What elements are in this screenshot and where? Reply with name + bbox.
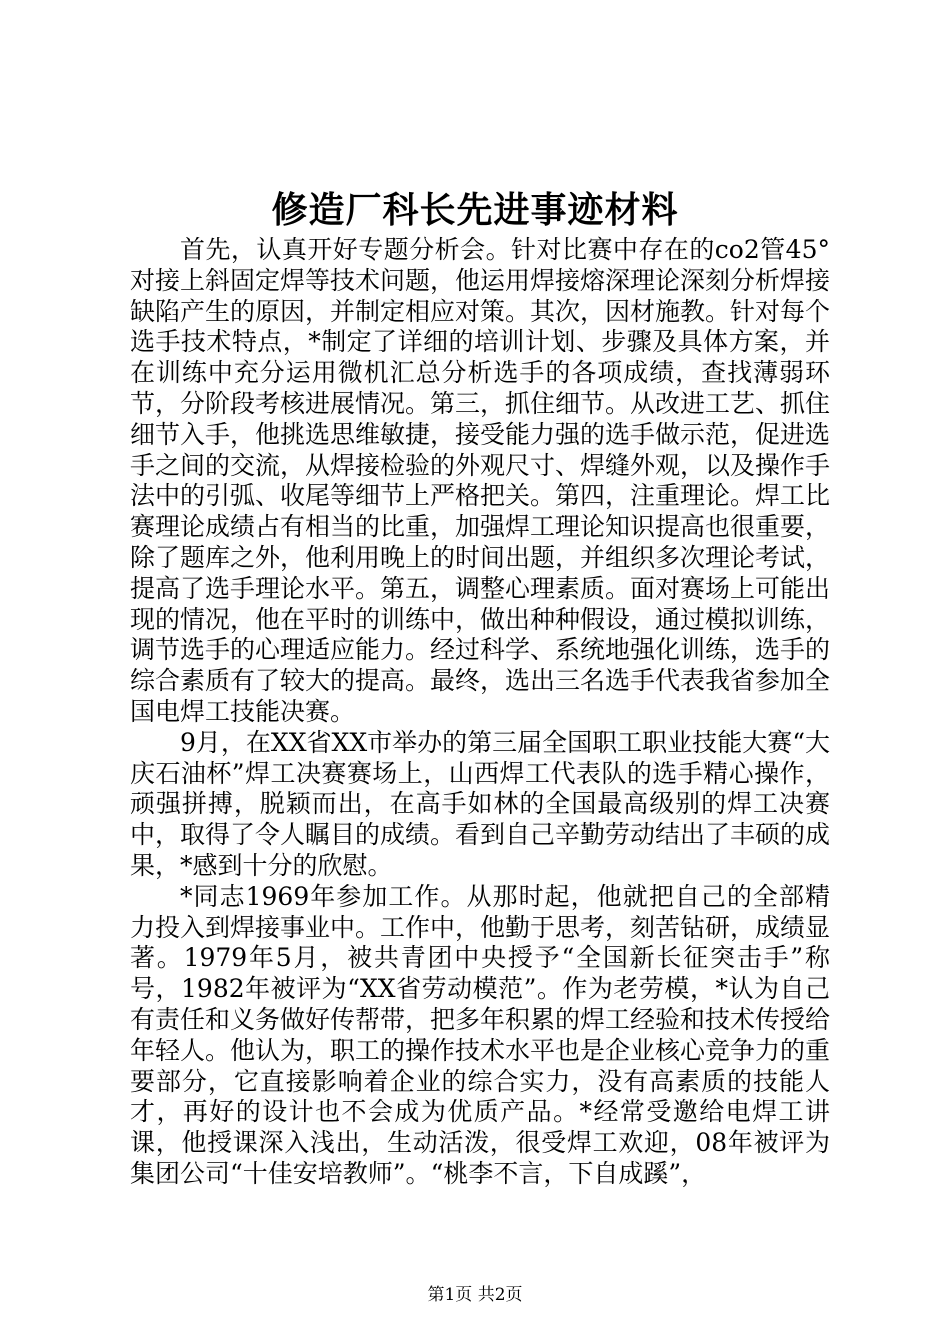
page-number-footer: 第1页 共2页 bbox=[427, 1285, 523, 1305]
document-title: 修造厂科长先进事迹材料 bbox=[271, 189, 679, 231]
paragraph-career-history: *同志1969年参加工作。从那时起，他就把自己的全部精力投入到焊接事业中。工作中，他勤于思考，刻苦钻研，成绩显著。1979年5月，被共青团中央授予“全国新长征突击手”称号，1982年被评为“XX省劳动模范”。作为老劳模，*认为自己有责任和义务做好传帮带，把多年积累的焊工经验和技术传授给年轻人。他认为，职工的操作技术水平也是企业核心竞争力的重要部分，它直接影响着企业的综合实力，没有高素质的技能人才，再好的设计也不会成为优质产品。*经常受邀给电焊工讲课，他授课深入浅出，生动活泼，很受焊工欢迎，08年被评为集团公司“十佳安培教师”。“桃李不言，下自成蹊”， bbox=[130, 881, 831, 1188]
paragraph-competition-result: 9月，在XX省XX市举办的第三届全国职工职业技能大赛“大庆石油杯”焊工决赛赛场上，山西焊工代表队的选手精心操作，顽强拼搏，脱颖而出，在高手如林的全国最高级别的焊工决赛中，取得了令人瞩目的成绩。看到自己辛勤劳动结出了丰硕的成果，*感到十分的欣慰。 bbox=[130, 727, 831, 880]
paragraph-training-measures: 首先，认真开好专题分析会。针对比赛中存在的co2管45°对接上斜固定焊等技术问题，他运用焊接熔深理论深刻分析焊接缺陷产生的原因，并制定相应对策。其次，因材施教。针对每个选手技术特点，*制定了详细的培训计划、步骤及具体方案，并在训练中充分运用微机汇总分析选手的各项成绩，查找薄弱环节，分阶段考核进展情况。第三，抓住细节。从改进工艺、抓住细节入手，他挑选思维敏捷，接受能力强的选手做示范，促进选手之间的交流，从焊接检验的外观尺寸、焊缝外观，以及操作手法中的引弧、收尾等细节上严格把关。第四，注重理论。焊工比赛理论成绩占有相当的比重，加强焊工理论知识提高也很重要，除了题库之外，他利用晚上的时间出题，并组织多次理论考试，提高了选手理论水平。第五，调整心理素质。面对赛场上可能出现的情况，他在平时的训练中，做出种种假设，通过模拟训练，调节选手的心理适应能力。经过科学、系统地强化训练，选手的综合素质有了较大的提高。最终，选出三名选手代表我省参加全国电焊工技能决赛。 bbox=[130, 235, 831, 726]
document-body bbox=[130, 235, 830, 1190]
